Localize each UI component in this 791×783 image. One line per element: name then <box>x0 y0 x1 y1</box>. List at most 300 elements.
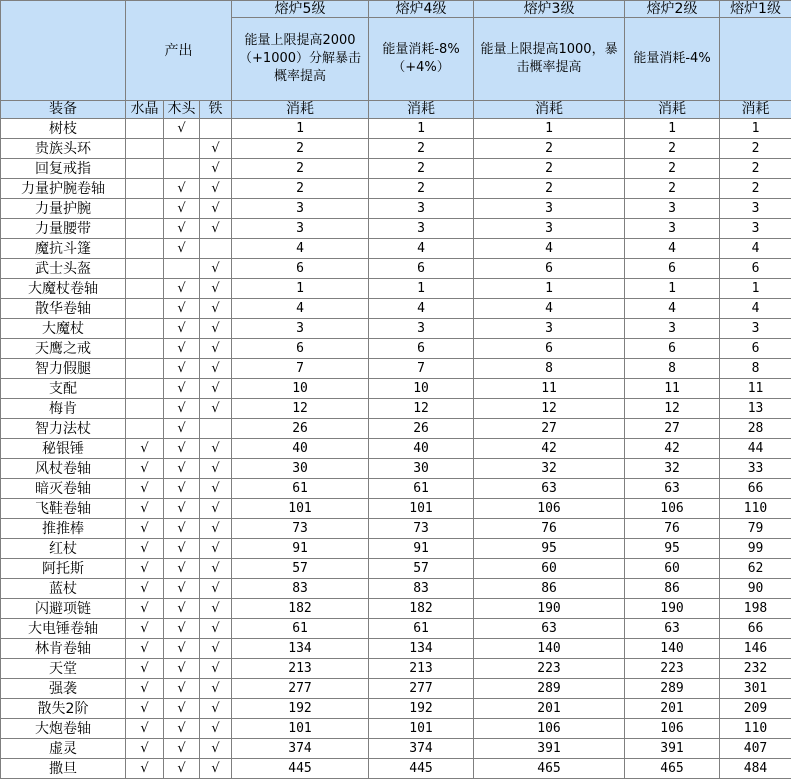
cost-furnace-3: 2 <box>474 179 625 199</box>
cost-furnace-2: 42 <box>625 439 720 459</box>
furnace-4-header: 熔炉4级 <box>369 1 474 18</box>
iron-check: √ <box>200 439 232 459</box>
cost-furnace-3: 1 <box>474 119 625 139</box>
cost-furnace-3: 8 <box>474 359 625 379</box>
crystal-check: √ <box>126 639 164 659</box>
cost-furnace-4: 134 <box>369 639 474 659</box>
wood-check: √ <box>164 379 200 399</box>
cost-furnace-4: 6 <box>369 259 474 279</box>
crystal-check: √ <box>126 659 164 679</box>
cost-furnace-5: 61 <box>232 619 369 639</box>
equip-name: 蓝杖 <box>1 579 126 599</box>
cost-furnace-2: 8 <box>625 359 720 379</box>
equip-name: 虚灵 <box>1 739 126 759</box>
cost-furnace-4: 26 <box>369 419 474 439</box>
wood-check <box>164 259 200 279</box>
cost-furnace-4: 192 <box>369 699 474 719</box>
crystal-check <box>126 259 164 279</box>
crystal-check: √ <box>126 739 164 759</box>
cost-furnace-2: 60 <box>625 559 720 579</box>
iron-check: √ <box>200 319 232 339</box>
wood-check: √ <box>164 419 200 439</box>
equip-name: 强袭 <box>1 679 126 699</box>
cost-furnace-2: 1 <box>625 119 720 139</box>
cost-furnace-2: 190 <box>625 599 720 619</box>
cost-furnace-1: 1 <box>720 119 791 139</box>
cost-header-1: 消耗 <box>720 101 791 119</box>
crystal-check <box>126 239 164 259</box>
cost-furnace-1: 8 <box>720 359 791 379</box>
wood-check: √ <box>164 439 200 459</box>
cost-furnace-2: 4 <box>625 299 720 319</box>
wood-check <box>164 139 200 159</box>
cost-furnace-3: 6 <box>474 339 625 359</box>
cost-furnace-2: 95 <box>625 539 720 559</box>
table-row <box>1 279 791 299</box>
cost-furnace-1: 301 <box>720 679 791 699</box>
cost-furnace-5: 2 <box>232 179 369 199</box>
furnace-1-header: 熔炉1级 <box>720 1 791 18</box>
cost-furnace-1: 6 <box>720 259 791 279</box>
iron-check: √ <box>200 579 232 599</box>
table-row <box>1 259 791 279</box>
cost-furnace-1: 2 <box>720 159 791 179</box>
cost-furnace-1: 6 <box>720 339 791 359</box>
cost-furnace-2: 27 <box>625 419 720 439</box>
cost-furnace-3: 1 <box>474 279 625 299</box>
cost-furnace-2: 223 <box>625 659 720 679</box>
cost-furnace-2: 2 <box>625 139 720 159</box>
wood-check: √ <box>164 219 200 239</box>
cost-furnace-4: 445 <box>369 759 474 779</box>
cost-furnace-3: 465 <box>474 759 625 779</box>
table-body <box>1 119 791 779</box>
cost-furnace-2: 106 <box>625 499 720 519</box>
table-row <box>1 219 791 239</box>
iron-check: √ <box>200 159 232 179</box>
equip-name: 撒旦 <box>1 759 126 779</box>
wood-check: √ <box>164 279 200 299</box>
table-row <box>1 499 791 519</box>
table-row <box>1 179 791 199</box>
cost-furnace-4: 374 <box>369 739 474 759</box>
crystal-check <box>126 199 164 219</box>
cost-furnace-3: 106 <box>474 719 625 739</box>
table-row <box>1 459 791 479</box>
equip-header: 装备 <box>1 101 126 119</box>
equip-name: 贵族头环 <box>1 139 126 159</box>
cost-furnace-5: 3 <box>232 199 369 219</box>
cost-furnace-4: 40 <box>369 439 474 459</box>
cost-furnace-3: 27 <box>474 419 625 439</box>
furnace-2-header: 熔炉2级 <box>625 1 720 18</box>
cost-furnace-5: 83 <box>232 579 369 599</box>
crystal-check: √ <box>126 759 164 779</box>
cost-furnace-2: 3 <box>625 199 720 219</box>
cost-furnace-2: 2 <box>625 159 720 179</box>
cost-furnace-4: 3 <box>369 319 474 339</box>
cost-furnace-1: 232 <box>720 659 791 679</box>
equip-name: 力量腰带 <box>1 219 126 239</box>
cost-furnace-5: 3 <box>232 219 369 239</box>
cost-furnace-4: 10 <box>369 379 474 399</box>
cost-furnace-1: 99 <box>720 539 791 559</box>
cost-furnace-3: 391 <box>474 739 625 759</box>
wood-check: √ <box>164 719 200 739</box>
cost-furnace-3: 223 <box>474 659 625 679</box>
crystal-check: √ <box>126 439 164 459</box>
equip-name: 支配 <box>1 379 126 399</box>
wood-check <box>164 159 200 179</box>
cost-furnace-4: 4 <box>369 299 474 319</box>
cost-furnace-4: 2 <box>369 159 474 179</box>
cost-furnace-3: 12 <box>474 399 625 419</box>
crystal-check: √ <box>126 579 164 599</box>
equip-name: 力量护腕卷轴 <box>1 179 126 199</box>
equip-name: 回复戒指 <box>1 159 126 179</box>
cost-furnace-2: 6 <box>625 339 720 359</box>
table-row <box>1 619 791 639</box>
cost-furnace-2: 3 <box>625 319 720 339</box>
cost-furnace-2: 76 <box>625 519 720 539</box>
cost-furnace-4: 2 <box>369 179 474 199</box>
cost-furnace-2: 201 <box>625 699 720 719</box>
equip-name: 散华卷轴 <box>1 299 126 319</box>
cost-furnace-1: 44 <box>720 439 791 459</box>
wood-check: √ <box>164 359 200 379</box>
wood-check: √ <box>164 759 200 779</box>
wood-check: √ <box>164 239 200 259</box>
table-row <box>1 559 791 579</box>
wood-check: √ <box>164 199 200 219</box>
furnace-5-header: 熔炉5级 <box>232 1 369 18</box>
wood-check: √ <box>164 119 200 139</box>
cost-furnace-4: 91 <box>369 539 474 559</box>
table-row <box>1 119 791 139</box>
cost-furnace-4: 83 <box>369 579 474 599</box>
cost-furnace-1: 33 <box>720 459 791 479</box>
crystal-check <box>126 179 164 199</box>
equip-name: 推推棒 <box>1 519 126 539</box>
table-row <box>1 419 791 439</box>
cost-furnace-4: 12 <box>369 399 474 419</box>
table-row <box>1 199 791 219</box>
cost-furnace-2: 63 <box>625 619 720 639</box>
cost-furnace-5: 374 <box>232 739 369 759</box>
equip-name: 大魔杖卷轴 <box>1 279 126 299</box>
wood-check: √ <box>164 299 200 319</box>
cost-furnace-1: 2 <box>720 139 791 159</box>
cost-header-2: 消耗 <box>625 101 720 119</box>
cost-furnace-3: 6 <box>474 259 625 279</box>
crystal-check: √ <box>126 559 164 579</box>
equip-name: 阿托斯 <box>1 559 126 579</box>
cost-furnace-3: 190 <box>474 599 625 619</box>
table-row <box>1 519 791 539</box>
cost-furnace-4: 61 <box>369 619 474 639</box>
cost-furnace-1: 62 <box>720 559 791 579</box>
table-row <box>1 159 791 179</box>
wood-header: 木头 <box>164 101 200 119</box>
equip-name: 飞鞋卷轴 <box>1 499 126 519</box>
cost-furnace-3: 4 <box>474 299 625 319</box>
cost-furnace-5: 7 <box>232 359 369 379</box>
furnace-5-effect: 能量上限提高2000（+1000）分解暴击概率提高 <box>232 18 369 101</box>
cost-furnace-1: 28 <box>720 419 791 439</box>
iron-check: √ <box>200 599 232 619</box>
wood-check: √ <box>164 739 200 759</box>
wood-check: √ <box>164 659 200 679</box>
cost-furnace-4: 73 <box>369 519 474 539</box>
crystal-check: √ <box>126 719 164 739</box>
equip-name: 智力法杖 <box>1 419 126 439</box>
cost-furnace-2: 3 <box>625 219 720 239</box>
iron-check: √ <box>200 739 232 759</box>
cost-furnace-4: 61 <box>369 479 474 499</box>
cost-furnace-1: 66 <box>720 479 791 499</box>
equip-name: 秘银锤 <box>1 439 126 459</box>
cost-furnace-4: 57 <box>369 559 474 579</box>
crystal-check: √ <box>126 459 164 479</box>
cost-furnace-3: 201 <box>474 699 625 719</box>
cost-furnace-3: 63 <box>474 479 625 499</box>
cost-furnace-5: 26 <box>232 419 369 439</box>
iron-check <box>200 119 232 139</box>
cost-furnace-5: 6 <box>232 339 369 359</box>
cost-furnace-5: 1 <box>232 279 369 299</box>
cost-furnace-3: 3 <box>474 219 625 239</box>
cost-furnace-2: 289 <box>625 679 720 699</box>
crystal-check <box>126 299 164 319</box>
cost-furnace-1: 13 <box>720 399 791 419</box>
iron-check: √ <box>200 339 232 359</box>
cost-furnace-2: 4 <box>625 239 720 259</box>
crystal-check <box>126 159 164 179</box>
cost-furnace-2: 1 <box>625 279 720 299</box>
crystal-check: √ <box>126 539 164 559</box>
cost-furnace-5: 73 <box>232 519 369 539</box>
equip-name: 梅肯 <box>1 399 126 419</box>
cost-furnace-5: 30 <box>232 459 369 479</box>
cost-furnace-1: 110 <box>720 499 791 519</box>
cost-furnace-5: 6 <box>232 259 369 279</box>
cost-furnace-3: 2 <box>474 139 625 159</box>
cost-furnace-5: 12 <box>232 399 369 419</box>
cost-furnace-4: 1 <box>369 119 474 139</box>
cost-furnace-4: 213 <box>369 659 474 679</box>
cost-furnace-3: 42 <box>474 439 625 459</box>
cost-furnace-3: 95 <box>474 539 625 559</box>
cost-furnace-1: 484 <box>720 759 791 779</box>
crystal-check <box>126 359 164 379</box>
cost-furnace-5: 4 <box>232 299 369 319</box>
cost-furnace-5: 1 <box>232 119 369 139</box>
table-row <box>1 239 791 259</box>
crystal-check: √ <box>126 699 164 719</box>
cost-furnace-4: 7 <box>369 359 474 379</box>
crystal-check <box>126 119 164 139</box>
table-row <box>1 319 791 339</box>
iron-check: √ <box>200 619 232 639</box>
cost-furnace-5: 57 <box>232 559 369 579</box>
wood-check: √ <box>164 479 200 499</box>
cost-furnace-5: 2 <box>232 159 369 179</box>
table-row <box>1 439 791 459</box>
cost-furnace-2: 12 <box>625 399 720 419</box>
wood-check: √ <box>164 319 200 339</box>
iron-check: √ <box>200 639 232 659</box>
cost-furnace-1: 3 <box>720 319 791 339</box>
equip-name: 天堂 <box>1 659 126 679</box>
table-row <box>1 359 791 379</box>
furnace-3-effect: 能量上限提高1000，暴击概率提高 <box>474 18 625 101</box>
crystal-check: √ <box>126 599 164 619</box>
table-row <box>1 379 791 399</box>
wood-check: √ <box>164 579 200 599</box>
wood-check: √ <box>164 539 200 559</box>
cost-furnace-1: 11 <box>720 379 791 399</box>
wood-check: √ <box>164 699 200 719</box>
crystal-check <box>126 399 164 419</box>
cost-furnace-2: 63 <box>625 479 720 499</box>
cost-furnace-1: 90 <box>720 579 791 599</box>
table-row <box>1 719 791 739</box>
cost-furnace-3: 4 <box>474 239 625 259</box>
cost-furnace-2: 2 <box>625 179 720 199</box>
wood-check: √ <box>164 599 200 619</box>
wood-check: √ <box>164 639 200 659</box>
cost-furnace-5: 10 <box>232 379 369 399</box>
cost-furnace-3: 11 <box>474 379 625 399</box>
cost-furnace-3: 106 <box>474 499 625 519</box>
cost-header-5: 消耗 <box>232 101 369 119</box>
table-row <box>1 579 791 599</box>
table-row <box>1 299 791 319</box>
cost-furnace-5: 4 <box>232 239 369 259</box>
crystal-check: √ <box>126 499 164 519</box>
cost-furnace-3: 60 <box>474 559 625 579</box>
wood-check: √ <box>164 519 200 539</box>
cost-furnace-1: 146 <box>720 639 791 659</box>
cost-furnace-5: 192 <box>232 699 369 719</box>
crystal-check: √ <box>126 479 164 499</box>
cost-furnace-2: 465 <box>625 759 720 779</box>
wood-check: √ <box>164 619 200 639</box>
cost-furnace-3: 76 <box>474 519 625 539</box>
iron-check: √ <box>200 719 232 739</box>
table-row <box>1 479 791 499</box>
cost-furnace-2: 11 <box>625 379 720 399</box>
equip-name: 散失2阶 <box>1 699 126 719</box>
equip-name: 力量护腕 <box>1 199 126 219</box>
iron-check: √ <box>200 519 232 539</box>
table-row <box>1 659 791 679</box>
cost-furnace-1: 3 <box>720 219 791 239</box>
cost-furnace-2: 140 <box>625 639 720 659</box>
cost-furnace-1: 1 <box>720 279 791 299</box>
wood-check: √ <box>164 459 200 479</box>
wood-check: √ <box>164 399 200 419</box>
crystal-check <box>126 419 164 439</box>
iron-check: √ <box>200 679 232 699</box>
table-row <box>1 139 791 159</box>
cost-furnace-1: 3 <box>720 199 791 219</box>
cost-furnace-4: 277 <box>369 679 474 699</box>
iron-check: √ <box>200 139 232 159</box>
iron-check: √ <box>200 479 232 499</box>
crystal-check: √ <box>126 679 164 699</box>
cost-furnace-5: 101 <box>232 719 369 739</box>
equip-name: 红杖 <box>1 539 126 559</box>
cost-furnace-1: 2 <box>720 179 791 199</box>
equip-name: 暗灭卷轴 <box>1 479 126 499</box>
equip-name: 树枝 <box>1 119 126 139</box>
iron-check: √ <box>200 279 232 299</box>
iron-check: √ <box>200 179 232 199</box>
cost-furnace-1: 198 <box>720 599 791 619</box>
equip-name: 闪避项链 <box>1 599 126 619</box>
equip-name: 大魔杖 <box>1 319 126 339</box>
cost-furnace-1: 4 <box>720 239 791 259</box>
produce-header: 产出 <box>126 1 232 101</box>
crystal-check <box>126 339 164 359</box>
cost-furnace-2: 32 <box>625 459 720 479</box>
iron-check <box>200 239 232 259</box>
equip-name: 大电锤卷轴 <box>1 619 126 639</box>
iron-check: √ <box>200 539 232 559</box>
crystal-header: 水晶 <box>126 101 164 119</box>
cost-furnace-5: 3 <box>232 319 369 339</box>
table-row <box>1 699 791 719</box>
cost-header-3: 消耗 <box>474 101 625 119</box>
equip-name: 风杖卷轴 <box>1 459 126 479</box>
equip-name: 大炮卷轴 <box>1 719 126 739</box>
wood-check: √ <box>164 559 200 579</box>
table-row <box>1 539 791 559</box>
wood-check: √ <box>164 499 200 519</box>
wood-check: √ <box>164 179 200 199</box>
cost-furnace-3: 3 <box>474 319 625 339</box>
cost-furnace-5: 2 <box>232 139 369 159</box>
cost-furnace-4: 6 <box>369 339 474 359</box>
cost-furnace-3: 86 <box>474 579 625 599</box>
wood-check: √ <box>164 339 200 359</box>
cost-furnace-3: 32 <box>474 459 625 479</box>
cost-furnace-1: 66 <box>720 619 791 639</box>
equip-name: 天鹰之戒 <box>1 339 126 359</box>
crystal-check <box>126 379 164 399</box>
cost-furnace-4: 2 <box>369 139 474 159</box>
table-row <box>1 679 791 699</box>
cost-furnace-5: 40 <box>232 439 369 459</box>
cost-furnace-3: 140 <box>474 639 625 659</box>
cost-furnace-1: 79 <box>720 519 791 539</box>
equip-header-blank <box>1 1 126 101</box>
equip-name: 林肯卷轴 <box>1 639 126 659</box>
crystal-check: √ <box>126 519 164 539</box>
furnace-1-effect <box>720 18 791 101</box>
cost-furnace-2: 391 <box>625 739 720 759</box>
iron-check: √ <box>200 259 232 279</box>
cost-furnace-4: 3 <box>369 219 474 239</box>
iron-check <box>200 419 232 439</box>
table-row <box>1 639 791 659</box>
cost-furnace-1: 110 <box>720 719 791 739</box>
cost-furnace-2: 86 <box>625 579 720 599</box>
wood-check: √ <box>164 679 200 699</box>
cost-furnace-5: 213 <box>232 659 369 679</box>
iron-check: √ <box>200 759 232 779</box>
